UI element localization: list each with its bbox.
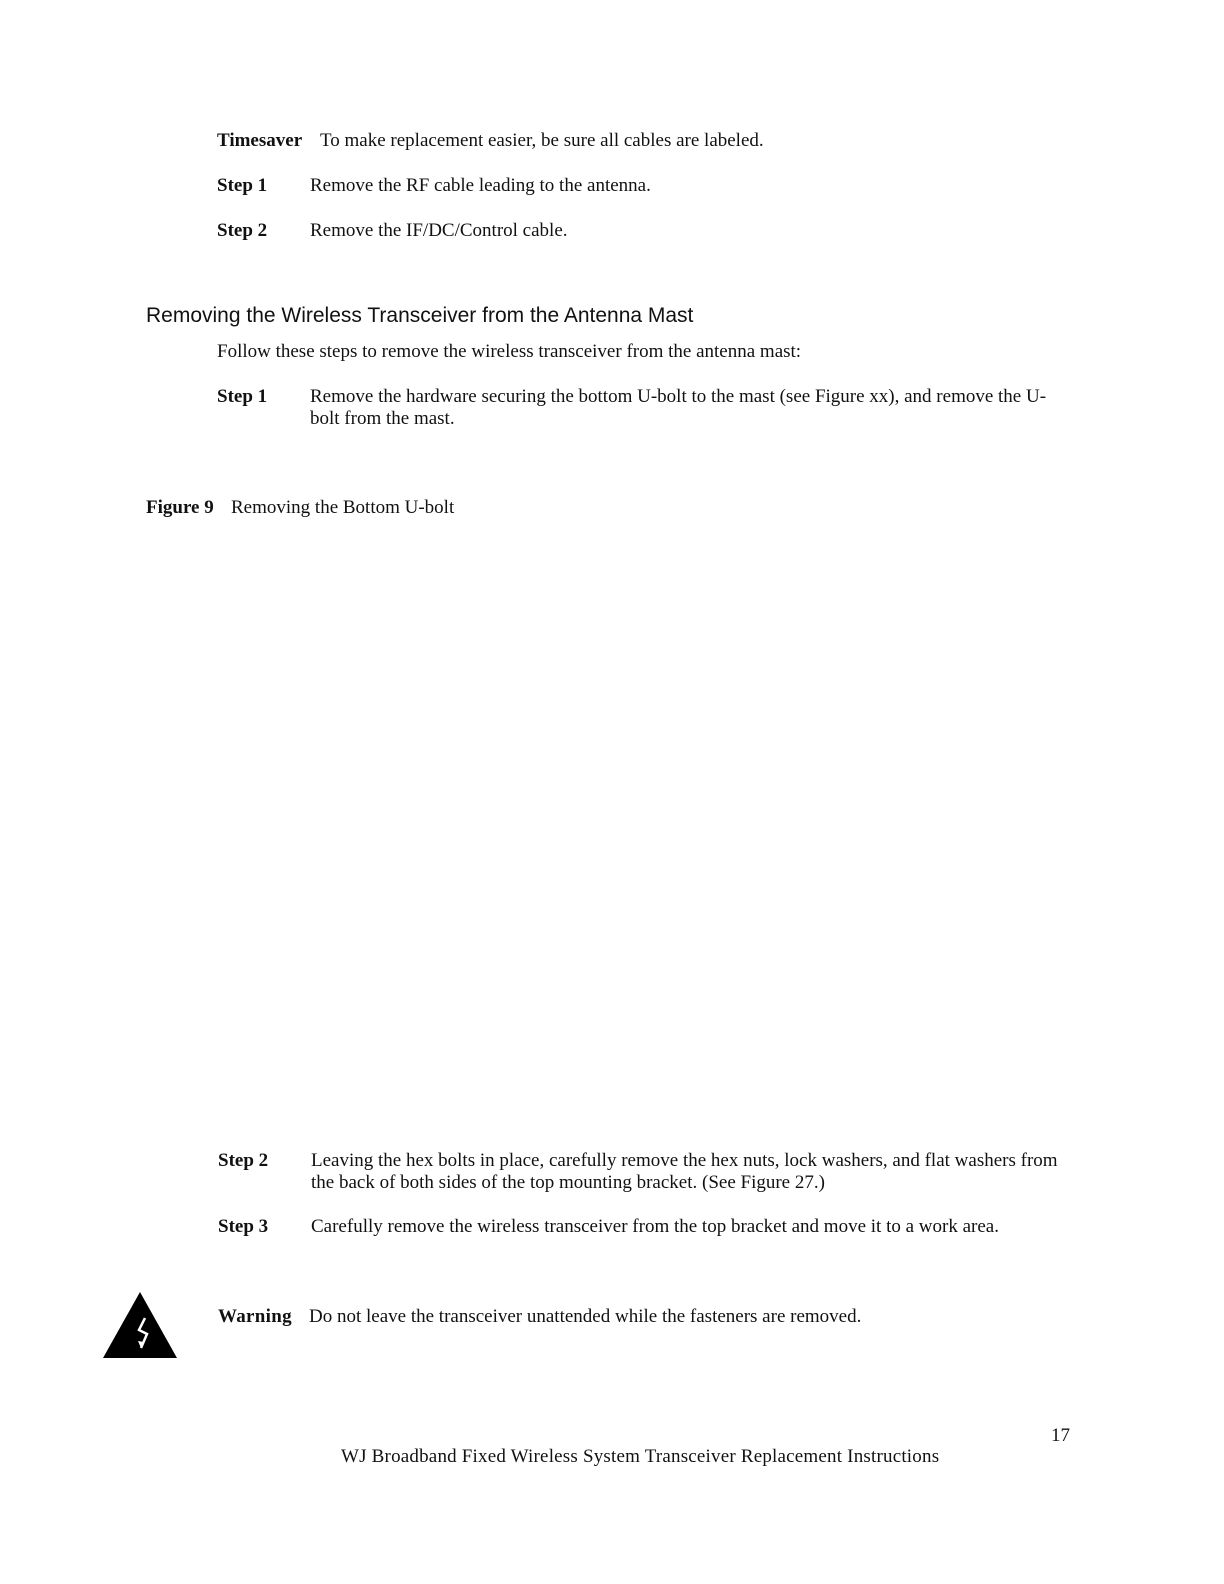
mast-step-2-text: Leaving the hex bolts in place, carefully remove the hex nuts, lock washers, and flat washers from the back of both sides of the top mounting bracket. (See Figure 27.) <box>311 1150 1058 1193</box>
cable-step-1-text: Remove the RF cable leading to the antenna. <box>310 175 651 196</box>
page-number: 17 <box>1051 1425 1070 1446</box>
mast-step-3-label: Step 3 <box>218 1216 269 1237</box>
timesaver-label: Timesaver <box>217 130 303 151</box>
warning-lightning-icon <box>103 1292 177 1358</box>
footer-title: WJ Broadband Fixed Wireless System Transceiver Replacement Instructions <box>341 1446 940 1467</box>
mast-step-1-label: Step 1 <box>217 386 268 407</box>
mast-step-1-text: Remove the hardware securing the bottom U-bolt to the mast (see Figure xx), and remove the U-bolt from the mast. <box>310 386 1047 429</box>
warning-text: Do not leave the transceiver unattended while the fasteners are removed. <box>309 1306 862 1327</box>
cable-step-1-label: Step 1 <box>217 175 268 196</box>
timesaver-text: To make replacement easier, be sure all cables are labeled. <box>320 130 764 151</box>
mast-step-3-text: Carefully remove the wireless transceiver from the top bracket and move it to a work area. <box>311 1216 999 1237</box>
figure-placeholder <box>146 530 1076 1130</box>
cable-step-2-text: Remove the IF/DC/Control cable. <box>310 220 568 241</box>
section-intro: Follow these steps to remove the wireless transceiver from the antenna mast: <box>217 341 802 362</box>
figure-label: Figure 9 <box>146 497 214 518</box>
cable-step-2-label: Step 2 <box>217 220 268 241</box>
figure-caption: Removing the Bottom U-bolt <box>231 497 455 518</box>
section-heading: Removing the Wireless Transceiver from the Antenna Mast <box>146 304 694 327</box>
mast-step-2-label: Step 2 <box>218 1150 269 1171</box>
warning-label: Warning <box>218 1306 292 1327</box>
